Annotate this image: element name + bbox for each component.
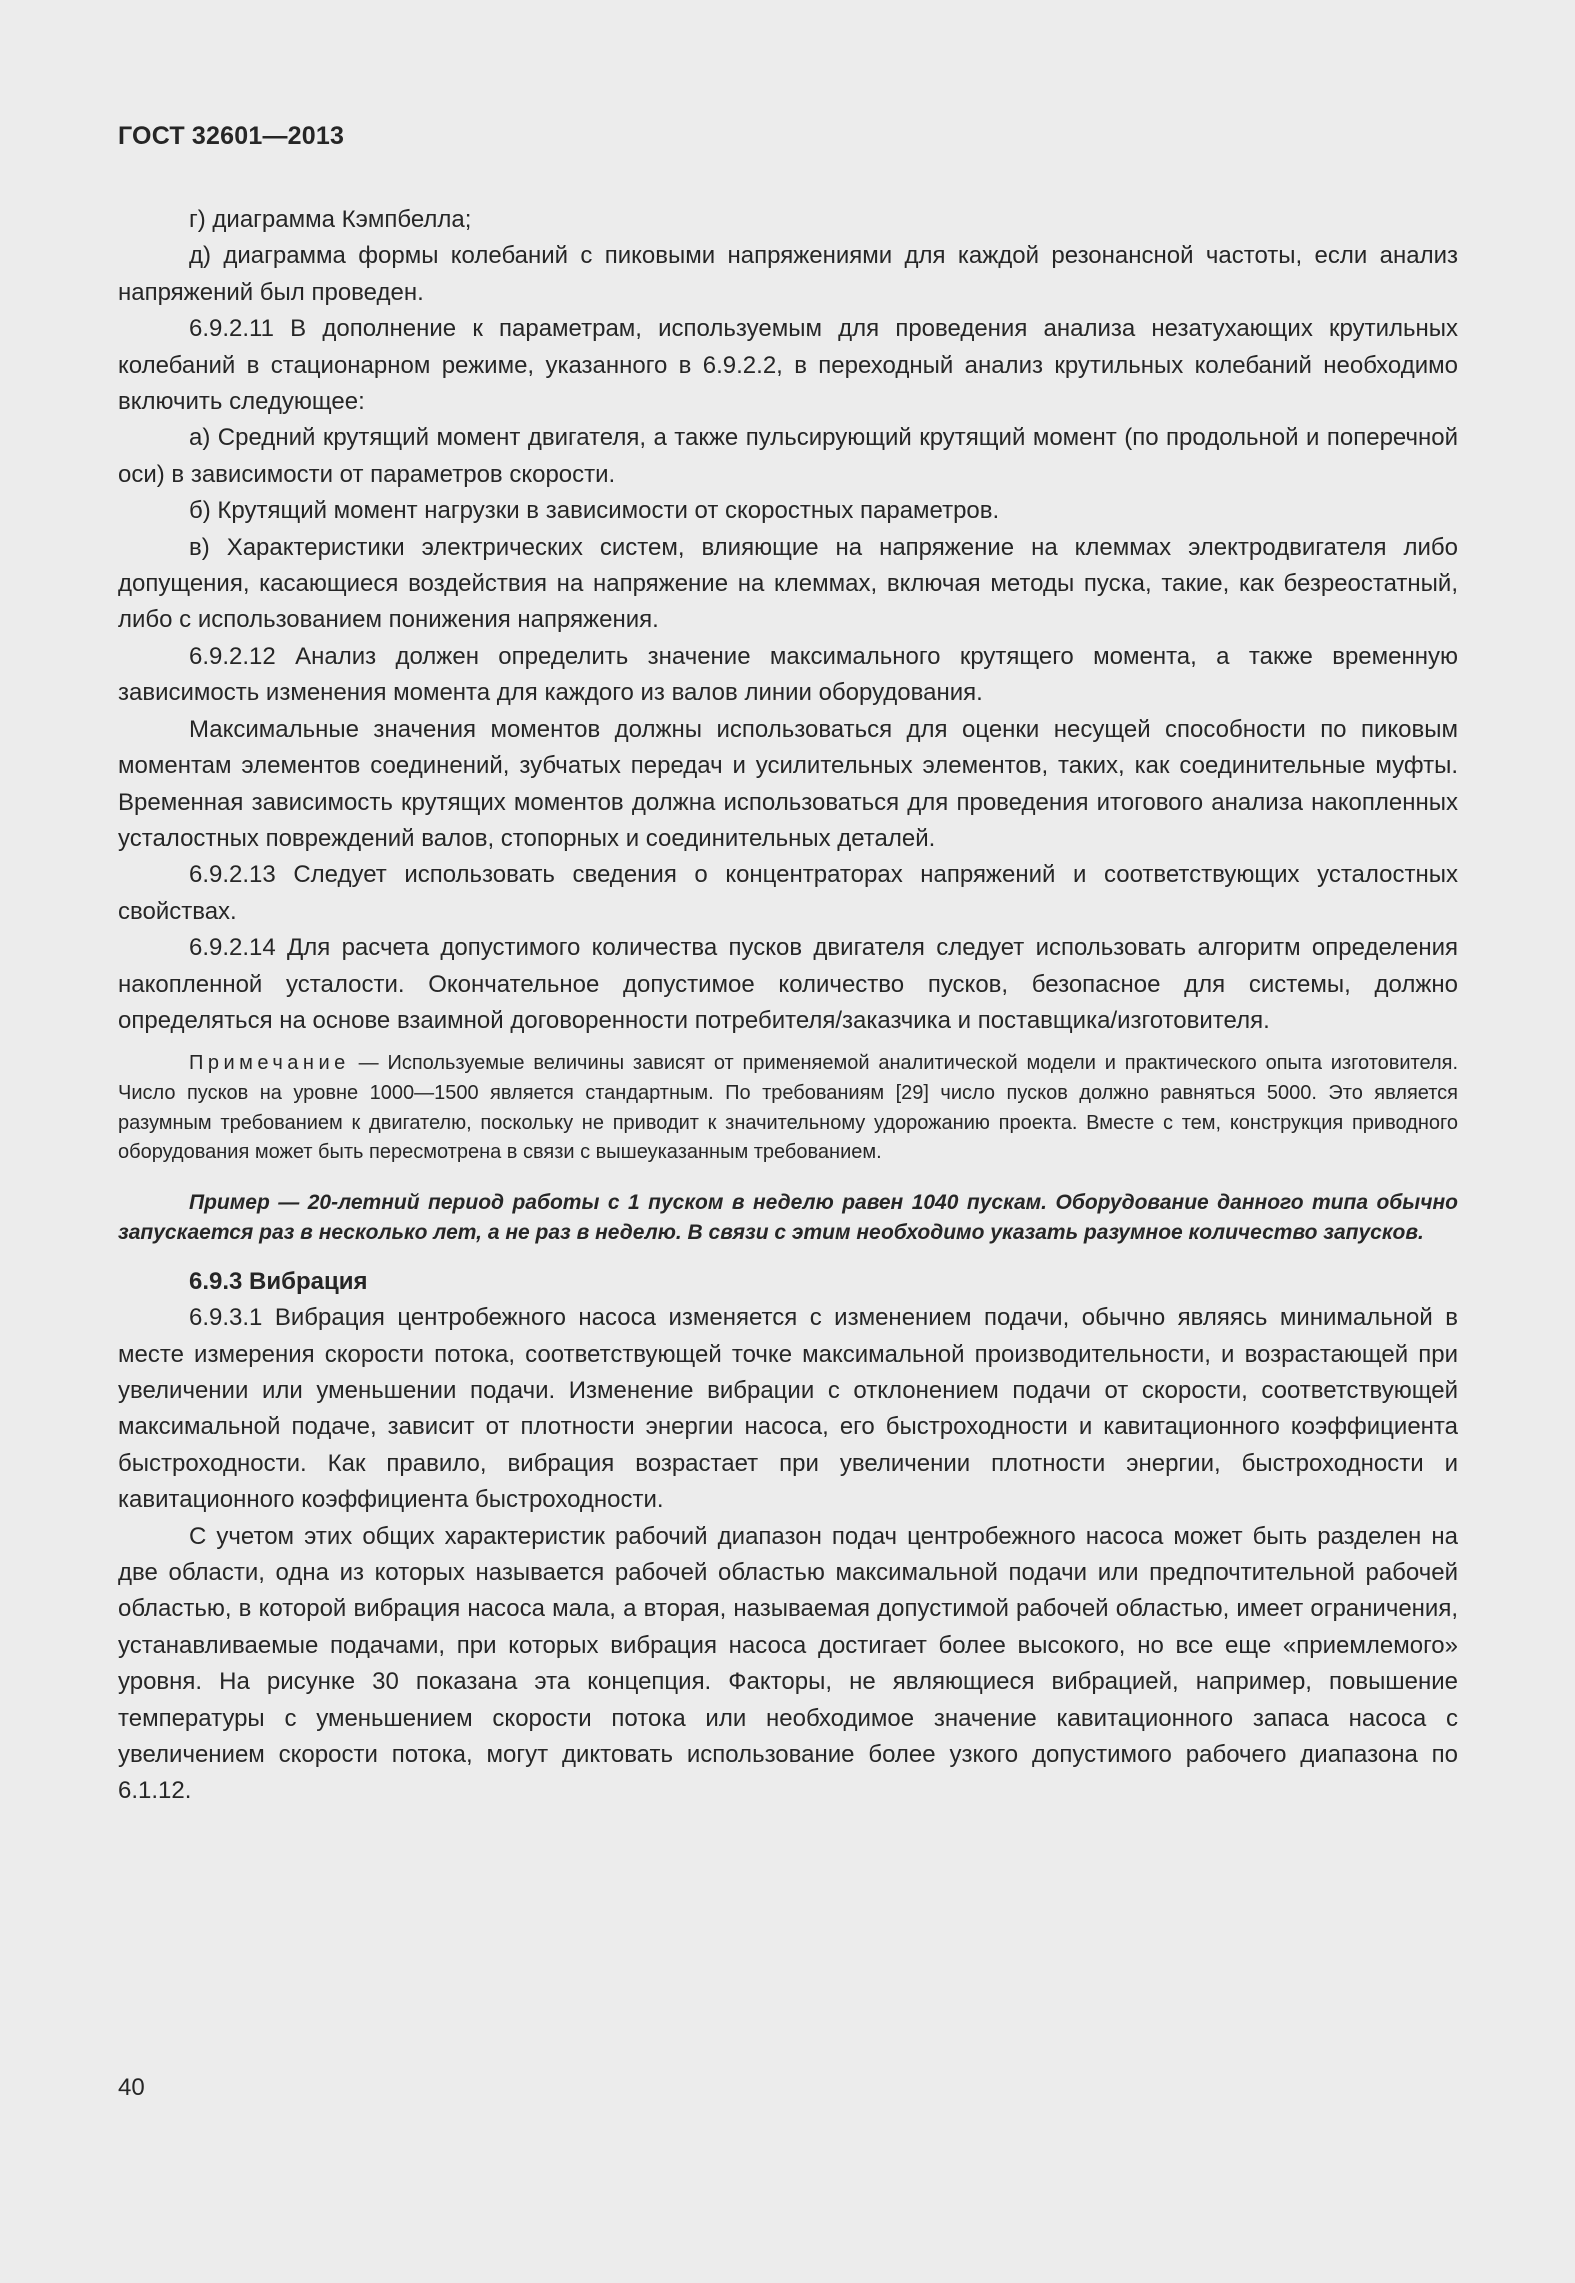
paragraph-6-9-2-13: 6.9.2.13 Следует использовать сведения о концентраторах напряжений и соответствующих усталостных свойствах. (118, 861, 1458, 925)
paragraph-item-a: а) Средний крутящий момент двигателя, а также пульсирующий крутящий момент (по продольной и поперечной оси) в зависимости от параметров скорости. (118, 424, 1458, 488)
paragraph-6-9-2-12: 6.9.2.12 Анализ должен определить значение максимального крутящего момента, а также временную зависимость изменения момента для каждого из валов линии оборудования. (118, 642, 1458, 707)
paragraph-max-moments: Максимальные значения моментов должны использоваться для оценки несущей способности по пиковым моментам элементов соединений, зубчатых передач и усилительных элементов, таких, как соединительные муфты. Временная зависимость крутящих моментов должна использоваться для проведения итогового анализа накопленных усталостных повреждений валов, стопорных и соединительных деталей. (118, 715, 1458, 852)
paragraph-6-9-3-1: 6.9.3.1 Вибрация центробежного насоса изменяется с изменением подачи, обычно являясь минимальной в месте измерения скорости потока, соответствующей точке максимальной производительности, и возрастающей при увеличении или уменьшении подачи. Изменение вибрации с отклонением подачи от скорости, соответствующей максимальной подаче, зависит от плотности энергии насоса, его быстроходности и кавитационного коэффициента быстроходности. Как правило, вибрация возрастает при увеличении плотности энергии, быстроходности и кавитационного коэффициента быстроходности. (118, 1304, 1458, 1514)
note-text: — Используемые величины зависят от применяемой аналитической модели и практического опыта изготовителя. Число пусков на уровне 1000—1500 является стандартным. По требованиям [29] число пусков должно равняться 5000. Это является разумным требованием к двигателю, поскольку не приводит к значительному удорожанию проекта. Вместе с тем, конструкция приводного оборудования может быть пересмотрена в связи с вышеуказанным требованием. (118, 1052, 1458, 1164)
section-heading-vibration: 6.9.3 Вибрация (189, 1267, 368, 1295)
paragraph-6-9-2-11: 6.9.2.11 В дополнение к параметрам, используемым для проведения анализа незатухающих крутильных колебаний в стационарном режиме, указанного в 6.9.2.2, в переходный анализ крутильных колебаний необходимо включить следующее: (118, 315, 1458, 416)
document-body (118, 202, 1458, 1810)
paragraph-operating-range: С учетом этих общих характеристик рабочий диапазон подач центробежного насоса может быть разделен на две области, одна из которых называется рабочей областью максимальной подачи или предпочтительной рабочей областью, в которой вибрация насоса мала, а вторая, называемая допустимой рабочей областью, имеет ограничения, устанавливаемые подачами, при которых вибрация насоса достигает более высокого, но все еще «приемлемого» уровня. На рисунке 30 показана эта концепция. Факторы, не являющиеся вибрацией, например, повышение температуры с уменьшением скорости потока или необходимое значение кавитационного запаса насоса с увеличением скорости потока, могут диктовать использование более узкого допустимого рабочего диапазона по 6.1.12. (118, 1522, 1458, 1805)
document-header: ГОСТ 32601—2013 (118, 122, 345, 150)
paragraph-campbell-diagram: г) диаграмма Кэмпбелла; (189, 206, 472, 233)
note-label: Примечание (189, 1052, 350, 1075)
example-block: Пример — 20-летний период работы с 1 пуском в неделю равен 1040 пускам. Оборудование данного типа обычно запускается раз в несколько лет, а не раз в неделю. В связи с этим необходимо указать разумное количество запусков. (118, 1190, 1458, 1244)
paragraph-mode-shape-diagram: д) диаграмма формы колебаний с пиковыми напряжениями для каждой резонансной частоты, если анализ напряжений был проведен. (118, 242, 1458, 306)
paragraph-item-v: в) Характеристики электрических систем, влияющие на напряжение на клеммах электродвигателя либо допущения, касающиеся воздействия на напряжение на клеммах, включая методы пуска, такие, как безреостатный, либо с использованием понижения напряжения. (118, 533, 1458, 634)
paragraph-item-b: б) Крутящий момент нагрузки в зависимости от скоростных параметров. (189, 497, 1000, 525)
page-number: 40 (118, 2074, 145, 2101)
paragraph-6-9-2-14: 6.9.2.14 Для расчета допустимого количества пусков двигателя следует использовать алгоритм определения накопленной усталости. Окончательное допустимое количество пусков, безопасное для системы, должно определяться на основе взаимной договоренности потребителя/заказчика и поставщика/изготовителя. (118, 934, 1458, 1034)
note-block (118, 1049, 1458, 1167)
